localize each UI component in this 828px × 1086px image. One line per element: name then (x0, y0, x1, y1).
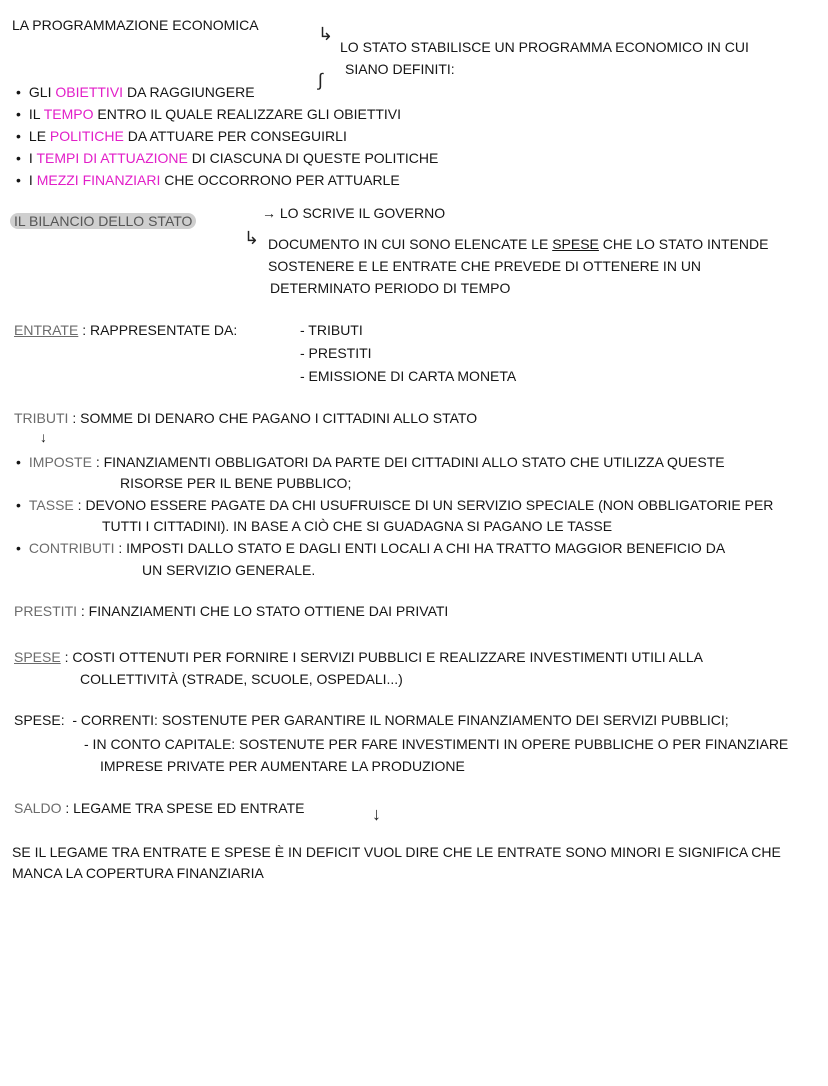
down-arrow-icon: ↓ (40, 429, 47, 445)
intro-line: LO STATO STABILISCE UN PROGRAMMA ECONOMICO IN CUI (340, 39, 749, 55)
list-item (16, 496, 773, 514)
text: DA ATTUARE PER CONSEGUIRLI (123, 128, 347, 144)
text: DOCUMENTO IN CUI SONO ELENCATE LE (268, 236, 553, 252)
highlight-text: OBIETTIVI (55, 84, 124, 100)
highlight-text: POLITICHE (49, 128, 124, 144)
text: MANCA LA COPERTURA FINANZIARIA (12, 865, 264, 881)
text: I (28, 150, 37, 166)
text: : FINANZIAMENTI OBBLIGATORI DA PARTE DEI CITTADINI ALLO STATO CHE UTILIZZA QUESTE (95, 454, 725, 470)
text: : FINANZIAMENTI CHE LO STATO OTTIENE DAI PRIVATI (80, 603, 449, 619)
highlight-text: TEMPI DI ATTUAZIONE (36, 150, 188, 166)
highlighted-title: IL BILANCIO DELLO STATO (10, 213, 196, 229)
text: IMPRESE PRIVATE PER AUMENTARE LA PRODUZIONE (100, 758, 465, 774)
label: TRIBUTI (14, 410, 69, 426)
text: GLI (28, 84, 56, 100)
label: TASSE (28, 497, 74, 513)
text: CHE OCCORRONO PER ATTUARLE (160, 172, 400, 188)
label: PRESTITI (14, 603, 78, 619)
definition-line: DETERMINATO PERIODO DI TEMPO (270, 280, 511, 296)
text: : DEVONO ESSERE PAGATE DA CHI USUFRUISCE DI UN SERVIZIO SPECIALE (NON OBBLIGATORIE PER (77, 497, 774, 513)
label: IMPOSTE (28, 454, 92, 470)
curved-arrow-icon: ∫ (318, 70, 323, 90)
text: - IN CONTO CAPITALE: SOSTENUTE PER FARE INVESTIMENTI IN OPERE PUBBLICHE O PER FINANZIARE (84, 736, 789, 752)
section-title-programmazione: LA PROGRAMMAZIONE ECONOMICA (12, 17, 259, 33)
list-item: - TRIBUTI (300, 322, 363, 338)
list-item (16, 149, 438, 167)
text: DI CIASCUNA DI QUESTE POLITICHE (187, 150, 439, 166)
text: : COSTI OTTENUTI PER FORNIRE I SERVIZI PUBBLICI E REALIZZARE INVESTIMENTI UTILI ALLA (64, 649, 704, 665)
text: DA RAGGIUNGERE (123, 84, 255, 100)
spese-line (14, 648, 703, 666)
highlight-text: MEZZI FINANZIARI (36, 172, 161, 188)
text: I (28, 172, 37, 188)
list-item (16, 453, 725, 471)
text: COLLETTIVITÀ (STRADE, SCUOLE, OSPEDALI...) (80, 671, 403, 687)
list-item (16, 127, 347, 145)
text: ENTRO IL QUALE REALIZZARE GLI OBIETTIVI (93, 106, 402, 122)
list-item (16, 83, 255, 101)
tributi-line (14, 409, 477, 427)
label: ENTRATE (14, 322, 79, 338)
brace-arrow-icon: ↳ (244, 228, 260, 248)
highlight-text: TEMPO (43, 106, 94, 122)
text: LE (28, 128, 50, 144)
prestiti-line (14, 602, 448, 620)
spese-tipi-line (14, 711, 729, 729)
text: TUTTI I CITTADINI). IN BASE A CIÒ CHE SI GUADAGNA SI PAGANO LE TASSE (102, 518, 613, 534)
definition-line (268, 235, 769, 253)
note-line: → LO SCRIVE IL GOVERNO (262, 205, 446, 221)
definition-line: SOSTENERE E LE ENTRATE CHE PREVEDE DI OTTENERE IN UN (268, 258, 702, 274)
intro-line: SIANO DEFINITI: (345, 61, 455, 77)
text: RISORSE PER IL BENE PUBBLICO; (120, 475, 352, 491)
label: SPESE: (14, 712, 65, 728)
text: : LEGAME TRA SPESE ED ENTRATE (65, 800, 305, 816)
text: LO SCRIVE IL GOVERNO (279, 205, 446, 221)
list-item: - EMISSIONE DI CARTA MONETA (300, 368, 517, 384)
label: CONTRIBUTI (28, 540, 115, 556)
label: SALDO (14, 800, 62, 816)
text: - CORRENTI: SOSTENUTE PER GARANTIRE IL NORMALE FINANZIAMENTO DEI SERVIZI PUBBLICI; (72, 712, 729, 728)
text: SE IL LEGAME TRA ENTRATE E SPESE È IN DEFICIT VUOL DIRE CHE LE ENTRATE SONO MINORI E SIGNIFICA CHE (12, 844, 781, 860)
list-item (16, 105, 401, 123)
brace-arrow-icon: ↳ (318, 24, 334, 44)
list-item: - PRESTITI (300, 345, 372, 361)
text: : RAPPRESENTATE DA: (82, 322, 238, 338)
list-item (16, 539, 725, 557)
underlined-text: SPESE (552, 236, 599, 252)
label: SPESE (14, 649, 61, 665)
text: : SOMME DI DENARO CHE PAGANO I CITTADINI ALLO STATO (72, 410, 478, 426)
list-item (16, 171, 400, 189)
entrate-line (14, 321, 237, 339)
text: IL (28, 106, 44, 122)
text: CHE LO STATO INTENDE (598, 236, 769, 252)
saldo-line (14, 799, 304, 817)
text: : IMPOSTI DALLO STATO E DAGLI ENTI LOCALI A CHI HA TRATTO MAGGIOR BENEFICIO DA (118, 540, 726, 556)
brace-arrow-icon: ↓ (372, 804, 381, 824)
text: UN SERVIZIO GENERALE. (142, 562, 316, 578)
section-title-bilancio (10, 212, 196, 230)
